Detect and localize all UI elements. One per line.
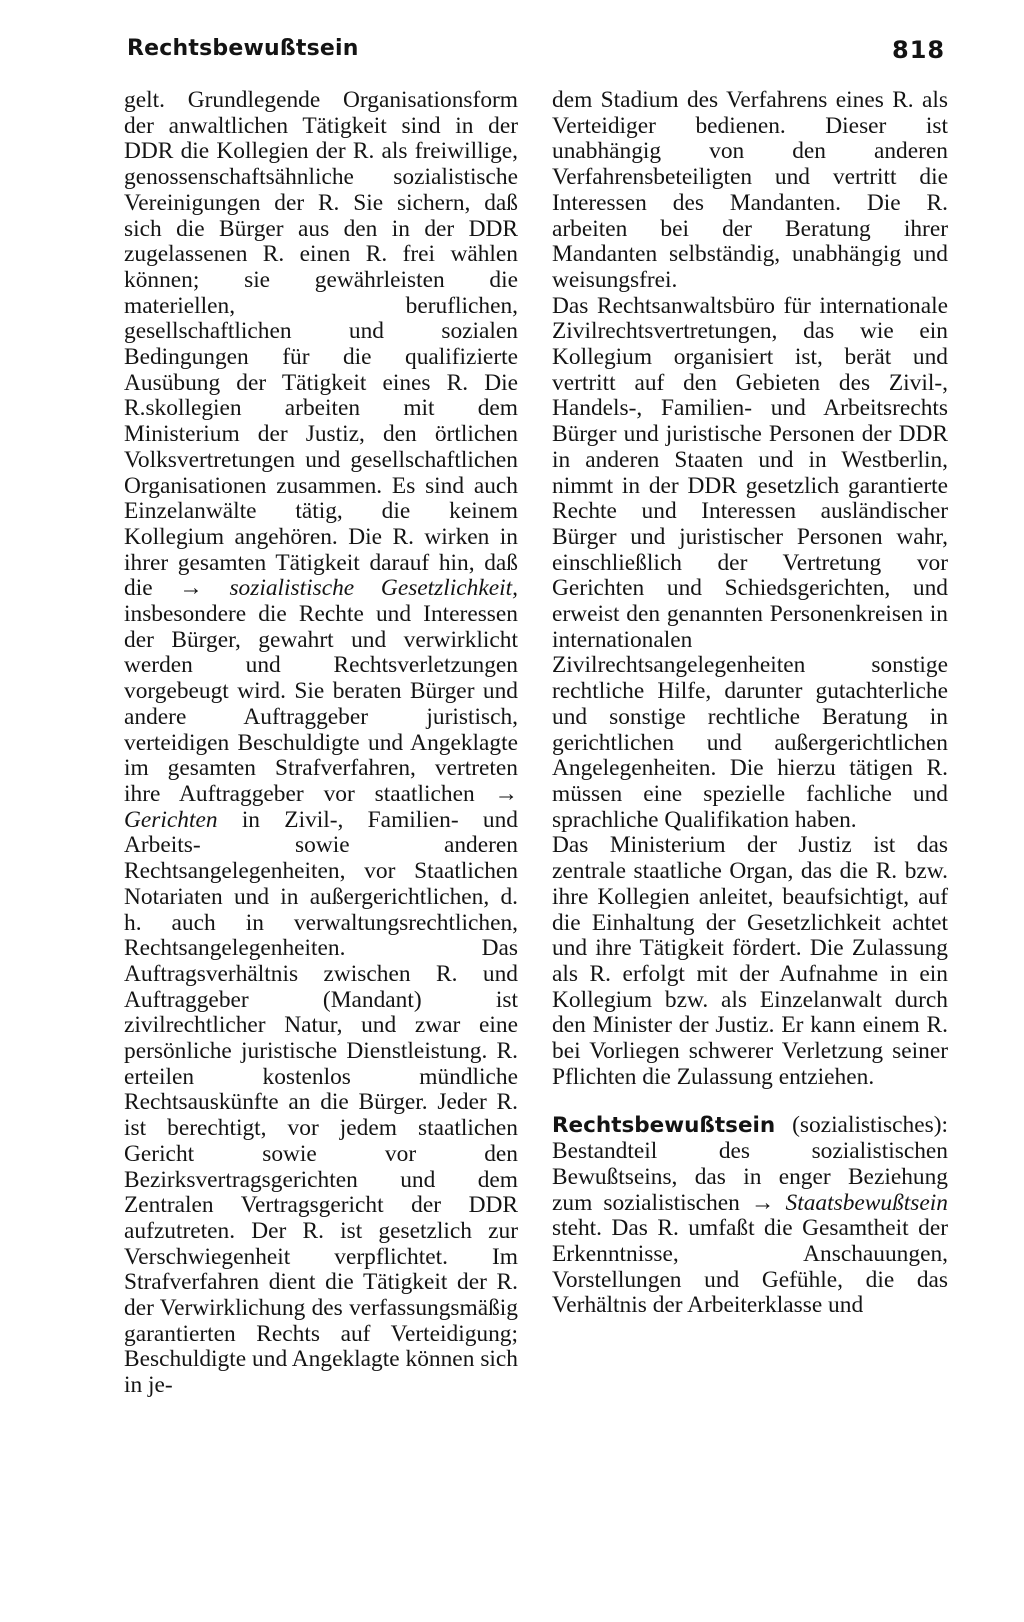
right-column [552,88,948,1319]
cross-reference-arrow-icon: → [179,575,203,602]
left-paragraph [124,88,518,1399]
entry-text-part-1: (sozialistisches): Bestandteil des sozialistischen Bewußtseins, das in enger Beziehung zum sozialistischen [552,1112,948,1216]
left-text-part-1: gelt. Grundlegende Organisationsform der anwaltlichen Tätigkeit sind in der DDR die Kollegien der R. als freiwillige, genossenschaftsähnliche sozialistische Vereinigungen der R. Sie sichern, daß sich die Bürger aus den in der DDR zugelassenen R. einen R. frei wählen können; sie gewährleisten die materiellen, beruflichen, gesellschaftlichen und sozialen Bedingungen für die qualifizierte Ausübung der Tätigkeit eines R. Die R.skollegien arbeiten mit dem Ministerium der Justiz, den örtlichen Volksvertretungen und gesellschaftlichen Organisationen zusammen. Es sind auch Einzelanwälte tätig, die keinem Kollegium angehören. Die R. wirken in ihrer gesamten Tätigkeit darauf hin, daß die [124,87,518,602]
entry-headword: Rechtsbewußtsein [552,1113,776,1139]
left-column [124,88,518,1399]
right-paragraph-2: Das Rechtsanwaltsbüro für internationale Zivilrechtsvertretungen, das wie ein Kollegium organisiert ist, berät und vertritt auf den Gebieten des Zivil-, Handels-, Familien- und Arbeitsrechts Bürger und juristische Personen der DDR in anderen Staaten und in Westberlin, nimmt in der DDR gesetzlich garantierte Rechte und Interessen ausländischer Bürger und juristischer Personen wahr, einschließlich der Vertretung vor Gerichten und Schiedsgerichten, und erweist den genannten Personenkreisen in internationalen Zivilrechtsangelegenheiten sonstige rechtliche Hilfe, darunter gutachterliche und sonstige rechtliche Beratung in gerichtlichen und außergerichtlichen Angelegenheiten. Die hierzu tätigen R. müssen eine spezielle fachliche und sprachliche Qualifikation haben. [552,292,948,833]
entry-text-part-2: steht. Das R. umfaßt die Gesamtheit der Erkenntnisse, Anschauungen, Vorstellungen und Gefühle, die das Verhältnis der Arbeiterklasse und [552,1215,948,1319]
cross-reference-staatsbewusstsein[interactable]: Staatsbewußtsein [785,1189,948,1216]
left-text-part-3: in Zivil-, Familien- und Arbeits- sowie anderen Rechtsangelegenheiten, vor Staatlichen Notariaten und in außergerichtlichen, d. h. auch in verwaltungsrechtlichen, Rechtsangelegenheiten. Das Auftragsverhältnis zwischen R. und Auftraggeber (Mandant) ist zivilrechtlicher Natur, und zwar eine persönliche juristische Dienstleistung. R. erteilen kostenlos mündliche Rechtsauskünfte an die Bürger. Jeder R. ist berechtigt, vor jedem staatlichen Gericht sowie vor den Bezirksvertragsgerichten und dem Zentralen Vertragsgericht der DDR aufzutreten. Der R. ist gesetzlich zur Verschwiegenheit verpflichtet. Im Strafverfahren dient die Tätigkeit der R. der Verwirklichung des verfassungsmäßig garantierten Rechts auf Verteidigung; Beschuldigte und Angeklagte können sich in je- [124,806,518,1399]
right-paragraph-1: dem Stadium des Verfahrens eines R. als Verteidiger bedienen. Dieser ist unabhängig von den anderen Verfahrensbeteiligten und vertritt die Interessen des Mandanten. Die R. arbeiten bei der Beratung ihrer Mandanten selbständig, unabhängig und weisungsfrei. [552,87,948,293]
right-paragraph-3: Das Ministerium der Justiz ist das zentrale staatliche Organ, das die R. bzw. ihre Kollegien anleitet, beaufsichtigt, auf die Einhaltung der Gesetzlichkeit achtet und ihre Tätigkeit fördert. Die Zulassung als R. erfolgt mit der Aufnahme in ein Kollegium bzw. als Einzelanwalt durch den Minister der Justiz. Er kann einem R. bei Vorliegen schwerer Verletzung seiner Pflichten die Zulassung entziehen. [552,832,948,1090]
entry-rechtsbewusstsein [552,1113,948,1319]
cross-reference-arrow-icon: → [494,780,518,807]
cross-reference-sozialistische-gesetzlichkeit[interactable]: sozialistische Gesetzlichkeit, [229,575,518,602]
left-text-part-2: insbesondere die Rechte und Interessen der Bürger, gewahrt und verwirklicht werden und Rechtsverletzungen vorgebeugt wird. Sie beraten Bürger und andere Auftraggeber juristisch, verteidigen Beschuldigte und Angeklagte im gesamten Strafverfahren, vertreten ihre Auftraggeber vor staatlichen [124,601,518,807]
page-number: 818 [892,36,946,64]
running-headword: Rechtsbewußtsein [127,36,359,61]
cross-reference-arrow-icon: → [751,1189,775,1216]
cross-reference-gerichten[interactable]: Gerichten [124,806,218,833]
